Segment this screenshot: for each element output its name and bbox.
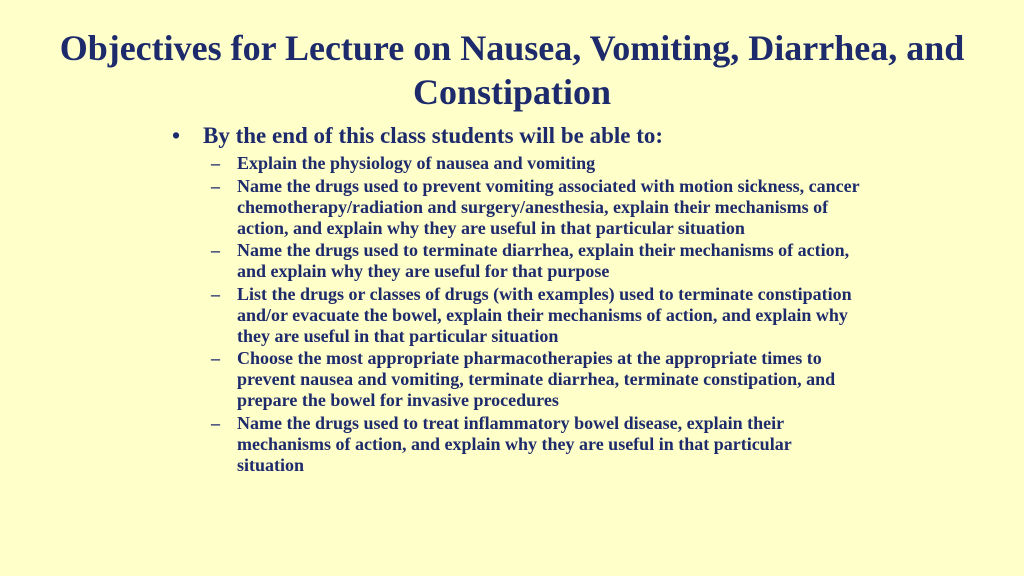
slide-title: Objectives for Lecture on Nausea, Vomiting, Diarrhea, and Constipation bbox=[59, 28, 965, 112]
objective-item bbox=[170, 284, 860, 347]
dash-marker: – bbox=[211, 283, 220, 304]
dash-marker: – bbox=[211, 240, 220, 260]
objective-item bbox=[170, 240, 860, 282]
objective-item bbox=[170, 176, 860, 239]
dash-marker: – bbox=[211, 175, 220, 196]
slide-body bbox=[170, 121, 860, 477]
objective-item bbox=[170, 348, 860, 411]
objective-text: Explain the physiology of nausea and vomiting bbox=[237, 153, 596, 173]
objective-text: Name the drugs used to treat inflammatory bowel disease, explain their mechanisms of action, and explain why they are useful in that particular situation bbox=[237, 412, 792, 475]
bullet-marker: • bbox=[172, 123, 181, 148]
objective-item bbox=[170, 413, 860, 476]
objective-item bbox=[170, 153, 860, 174]
objective-text: Choose the most appropriate pharmacotherapies at the appropriate times to prevent nausea and vomiting, terminate diarrhea, terminate constipation, and prepare the bowel for invasive procedures bbox=[237, 348, 836, 410]
main-bullet-text: By the end of this class students will be able to: bbox=[203, 123, 664, 148]
dash-marker: – bbox=[211, 153, 220, 173]
objective-text: List the drugs or classes of drugs (with examples) used to terminate constipation and/or evacuate the bowel, explain their mechanisms of action, and explain why they are useful in that particular situation bbox=[237, 283, 852, 346]
objective-text: Name the drugs used to terminate diarrhea, explain their mechanisms of action, and explain why they are useful for that purpose bbox=[237, 240, 850, 281]
main-bullet bbox=[170, 121, 860, 151]
objective-text: Name the drugs used to prevent vomiting associated with motion sickness, cancer chemotherapy/radiation and surgery/anesthesia, explain their mechanisms of action, and explain why they are useful in that particular situation bbox=[237, 175, 860, 238]
dash-marker: – bbox=[211, 348, 220, 368]
dash-marker: – bbox=[211, 412, 220, 433]
objectives-list bbox=[170, 153, 860, 476]
